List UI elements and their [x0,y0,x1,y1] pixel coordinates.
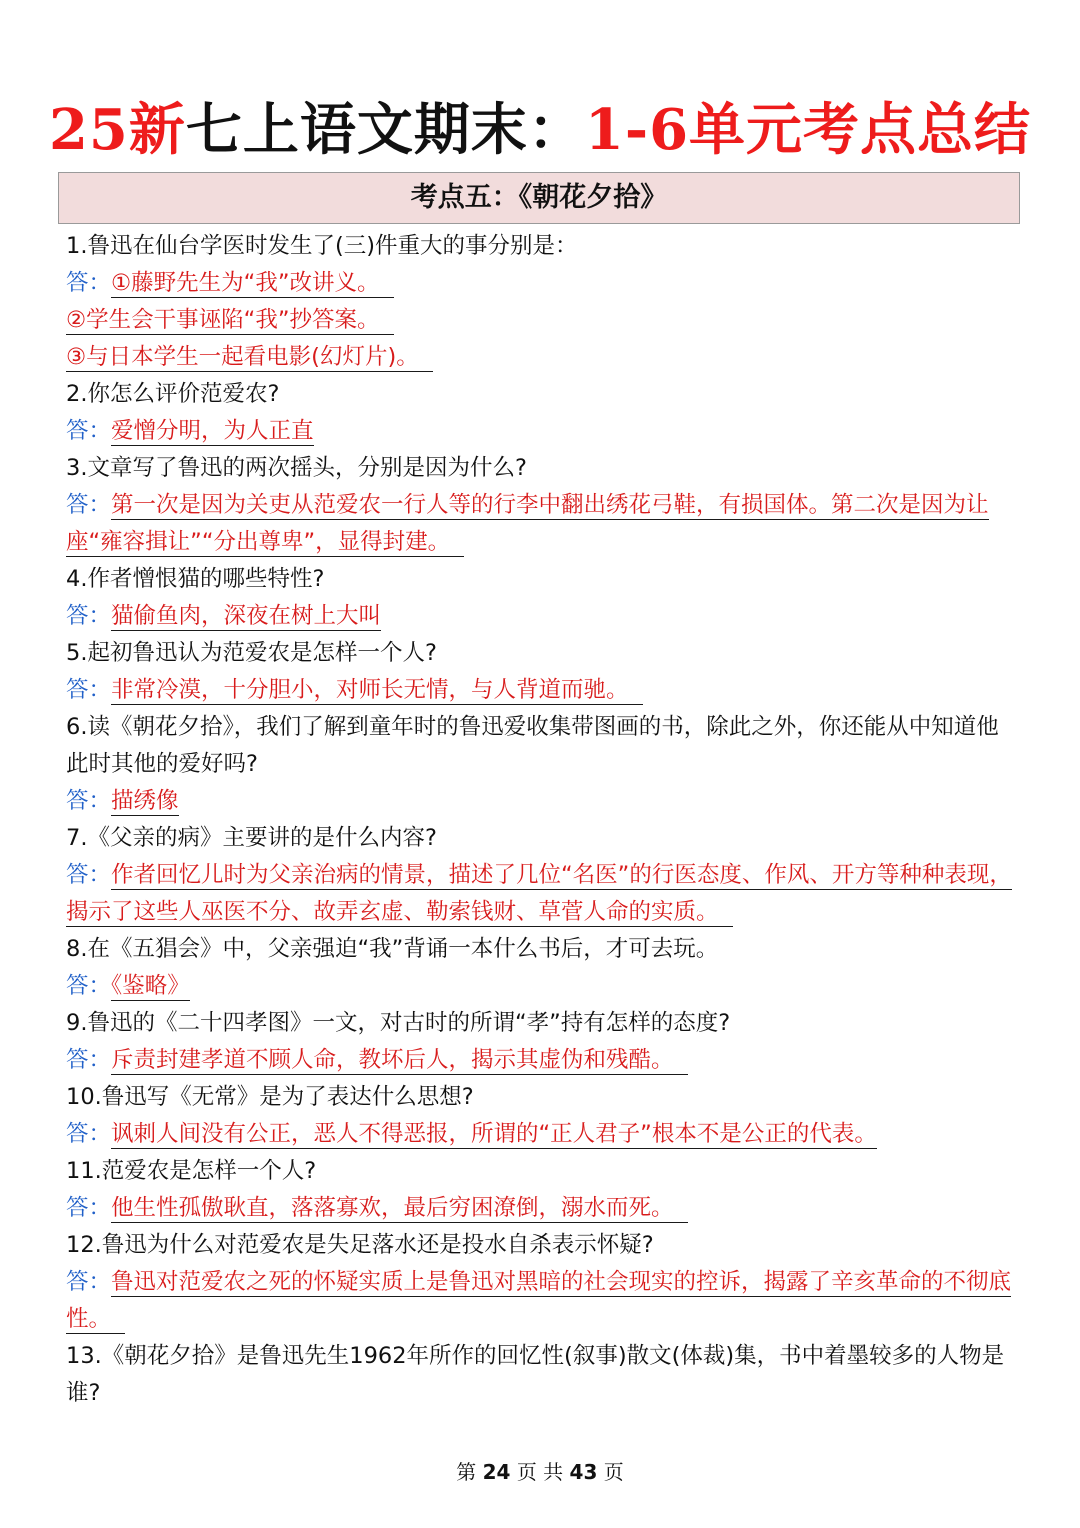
question-10: 10.鲁迅写《无常》是为了表达什么思想? [66,1084,474,1110]
page-title [0,92,1080,168]
question-9: 9.鲁迅的《二十四孝图》一文，对古时的所谓“孝”持有怎样的态度? [66,1010,731,1036]
answer-11 [66,1190,1016,1227]
footer-middle: 页 共 [516,1460,564,1484]
answer-label: 答： [66,418,112,444]
title-black-middle: 七上语文期末： [185,97,585,163]
answer-label: 答： [66,1195,112,1221]
answer-1-text: ①藤野先生为“我”改讲义。 [111,270,393,298]
answer-11-text: 他生性孤傲耿直，落落寡欢，最后穷困潦倒，溺水而死。 [111,1195,688,1223]
answer-label: 答： [66,862,112,888]
answer-label: 答： [66,1269,112,1295]
answer-6 [66,783,1016,820]
question-2: 2.你怎么评价范爱农? [66,381,280,407]
answer-3 [66,487,1016,561]
question-11: 11.范爱农是怎样一个人? [66,1158,317,1184]
footer-page-number: 24 [482,1460,511,1484]
question-6: 6.读《朝花夕拾》，我们了解到童年时的鲁迅爱收集带图画的书，除此之外，你还能从中知道他此时其他的爱好吗? [66,714,999,777]
answer-5 [66,672,1016,709]
answer-1c [66,339,1016,376]
answer-10-text: 讽刺人间没有公正，恶人不得恶报，所谓的“正人君子”根本不是公正的代表。 [111,1121,877,1147]
answer-5-text: 非常冷漠，十分胆小，对师长无情，与人背道而驰。 [111,677,643,705]
answer-label: 答： [66,603,112,629]
answer-label: 答： [66,270,112,296]
answer-1c-text: ③与日本学生一起看电影(幻灯片)。 [66,344,433,372]
section-banner: 考点五：《朝花夕拾》 [58,172,1020,224]
answer-label: 答： [66,788,112,814]
question-12: 12.鲁迅为什么对范爱农是失足落水还是投水自杀表示怀疑? [66,1232,654,1258]
answer-10 [66,1116,1016,1153]
answer-label: 答： [66,1121,112,1147]
question-5: 5.起初鲁迅认为范爱农是怎样一个人? [66,640,437,666]
title-red-prefix: 25新 [48,97,186,163]
page-footer [0,1456,1080,1485]
answer-1b-text: ②学生会干事诬陷“我”抄答案。 [66,307,394,335]
answer-6-text: 描绣像 [111,788,179,814]
answer-4-text: 猫偷鱼肉，深夜在树上大叫 [111,603,382,629]
question-8: 8.在《五猖会》中，父亲强迫“我”背诵一本什么书后，才可去玩。 [66,936,719,962]
answer-2-text: 爱憎分明，为人正直 [111,418,314,444]
answer-12-text: 鲁迅对范爱农之死的怀疑实质上是鲁迅对黑暗的社会现实的控诉，揭露了辛亥革命的不彻底性。 [66,1269,1012,1332]
answer-7-text: 作者回忆儿时为父亲治病的情景，描述了几位“名医”的行医态度、作风、开方等种种表现，揭示了这些人巫医不分、故弄玄虚、勒索钱财、草菅人命的实质。 [66,862,1012,925]
answer-9-text: 斥责封建孝道不顾人命，教坏后人，揭示其虚伪和残酷。 [111,1047,688,1075]
footer-suffix: 页 [603,1460,624,1484]
answer-1b [66,302,1016,339]
question-1: 1.鲁迅在仙台学医时发生了(三)件重大的事分别是： [66,233,578,259]
answer-3-text: 第一次是因为关吏从范爱农一行人等的行李中翻出绣花弓鞋，有损国体。第二次是因为让座“雍容揖让”“分出尊卑”，显得封建。 [66,492,989,555]
answer-8 [66,968,1016,1005]
question-13: 13.《朝花夕拾》是鲁迅先生1962年所作的回忆性(叙事)散文(体裁)集，书中着墨较多的人物是谁? [66,1343,1005,1406]
answer-1 [66,265,1016,302]
answer-7 [66,857,1016,931]
question-4: 4.作者憎恨猫的哪些特性? [66,566,325,592]
answer-9 [66,1042,1016,1079]
answer-2 [66,413,1016,450]
footer-prefix: 第 [456,1460,477,1484]
answer-label: 答： [66,492,112,518]
answer-label: 答： [66,1047,112,1073]
answer-4 [66,598,1016,635]
question-3: 3.文章写了鲁迅的两次摇头，分别是因为什么? [66,455,527,481]
title-red-suffix: 1-6单元考点总结 [584,97,1032,163]
answer-label: 答： [66,677,112,703]
qa-content [66,228,1016,1412]
answer-8-text: 《鉴略》 [111,973,190,999]
answer-label: 答： [66,973,112,999]
answer-12 [66,1264,1016,1338]
footer-total-pages: 43 [569,1460,598,1484]
question-7: 7.《父亲的病》主要讲的是什么内容? [66,825,437,851]
